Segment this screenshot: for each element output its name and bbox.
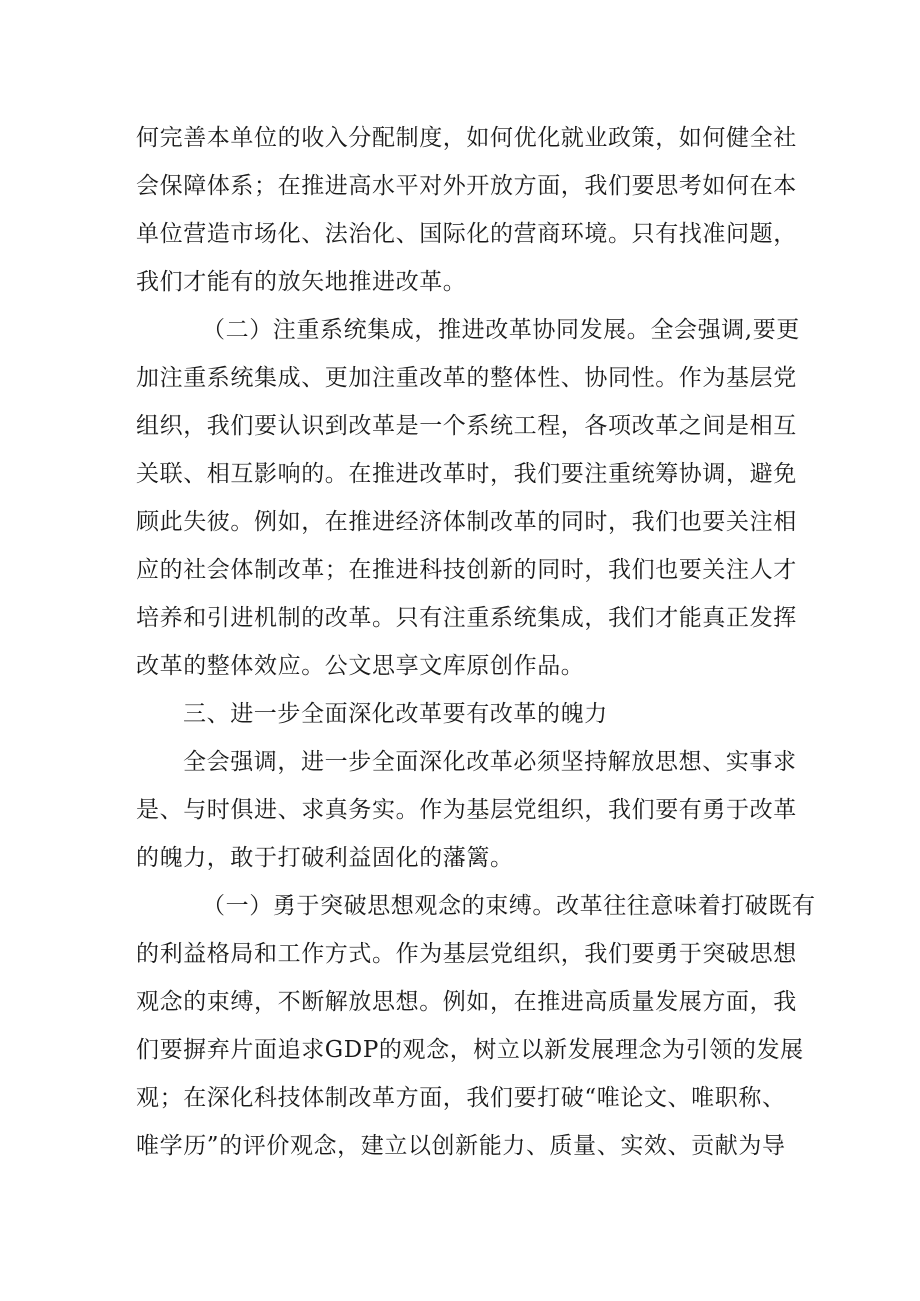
section-heading-1: （一）勇于突破思想观念的束缚。改革往往意味着打破既有 [202,893,816,919]
text-line: 培养和引进机制的改革。只有注重系统集成，我们才能真正发挥 [136,605,797,631]
text-line: 何完善本单位的收入分配制度，如何优化就业政策，如何健全社 [136,125,797,151]
text-line: 单位营造市场化、法治化、国际化的营商环境。只有找准问题， [136,221,797,247]
text-line: 观；在深化科技体制改革方面，我们要打破“唯论文、唯职称、 [136,1085,786,1111]
text-line: 顾此失彼。例如，在推进经济体制改革的同时，我们也要关注相 [136,509,797,535]
text-line: 应的社会体制改革；在推进科技创新的同时，我们也要关注人才 [136,557,797,583]
text-line: 关联、相互影响的。在推进改革时，我们要注重统筹协调，避免 [136,461,797,487]
text-line: 改革的整体效应。公文思享文库原创作品。 [136,653,585,679]
text-line: 们要摒弃片面追求GDP的观念，树立以新发展理念为引领的发展 [136,1037,804,1063]
text-line: 的利益格局和工作方式。作为基层党组织，我们要勇于突破思想 [136,941,797,967]
section-heading-3: 三、进一步全面深化改革要有改革的魄力 [183,701,608,727]
text-line: 会保障体系；在推进高水平对外开放方面，我们要思考如何在本 [136,173,797,199]
text-line: 组织，我们要认识到改革是一个系统工程，各项改革之间是相互 [136,413,797,439]
text-line: 加注重系统集成、更加注重改革的整体性、协同性。作为基层党 [136,365,797,391]
text-line: 全会强调，进一步全面深化改革必须坚持解放思想、实事求 [183,749,797,775]
text-line: 唯学历”的评价观念，建立以创新能力、质量、实效、贡献为导 [136,1133,786,1159]
text-line: 的魄力，敢于打破利益固化的藩篱。 [136,845,514,871]
text-line: 是、与时俱进、求真务实。作为基层党组织，我们要有勇于改革 [136,797,797,823]
text-line: 观念的束缚，不断解放思想。例如，在推进高质量发展方面，我 [136,989,797,1015]
text-line: 我们才能有的放矢地推进改革。 [136,269,467,295]
body-text [136,114,816,1170]
section-heading-2: （二）注重系统集成，推进改革协同发展。全会强调,要更 [202,317,800,343]
